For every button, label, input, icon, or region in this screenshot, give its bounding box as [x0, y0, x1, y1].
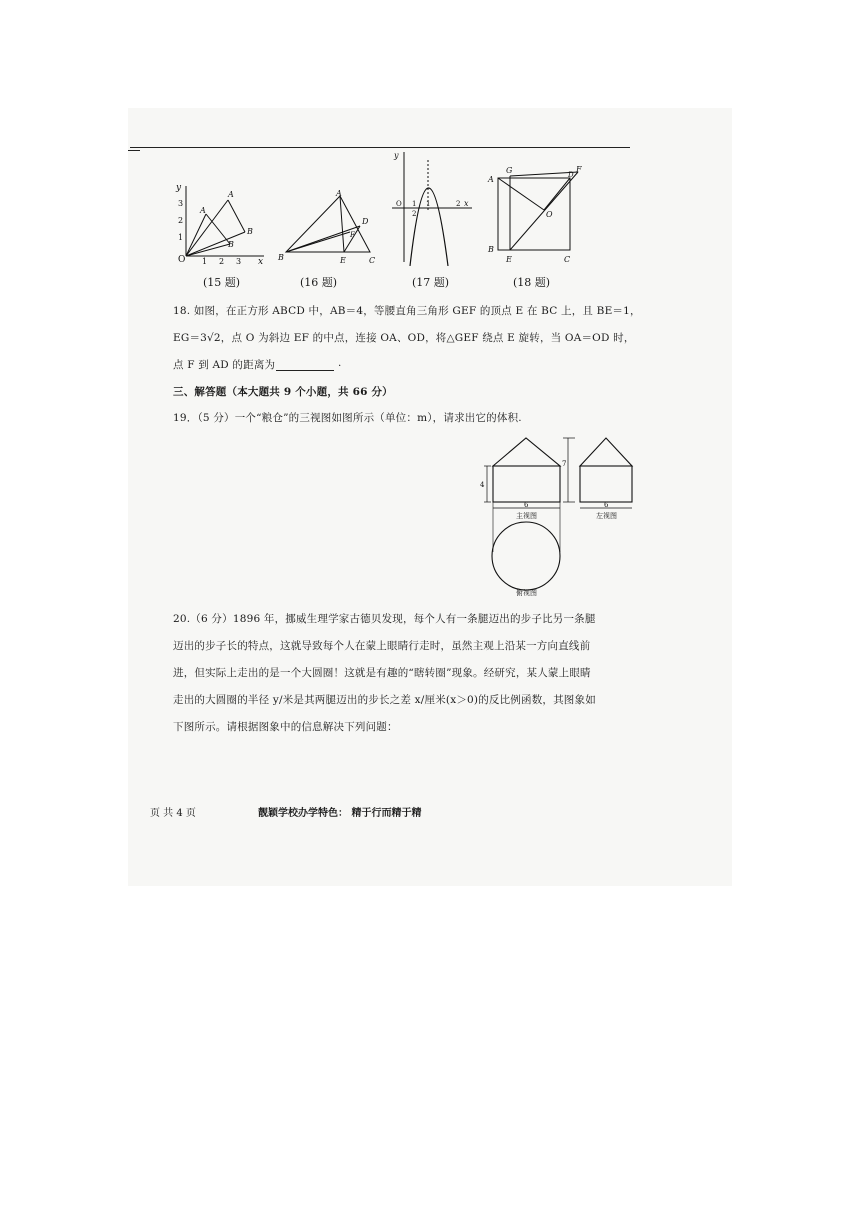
fig16-point: E [340, 256, 346, 265]
fig18-point: D [568, 171, 574, 179]
fig15-xtick: 3 [236, 257, 242, 266]
q18-line3-end: . [338, 357, 342, 369]
fig15-ytick: 1 [178, 233, 184, 242]
fig16-point: F [350, 231, 355, 239]
dim-total-height: 7 [562, 460, 567, 468]
caption-fig17: (17 题) [412, 276, 450, 289]
footer-page-count: 页 共 4 页 [150, 808, 196, 819]
fig18-point: B [488, 245, 494, 254]
figure-18 [484, 162, 584, 266]
fig17-tick: 2 [412, 210, 417, 218]
fig17-tick: 2 [456, 200, 461, 208]
front-view-label: 主视图 [516, 512, 537, 520]
caption-fig16: (16 题) [300, 276, 338, 289]
fig15-ytick: 3 [178, 199, 184, 208]
side-view-label: 左视图 [596, 512, 617, 520]
section-3-heading: 三、解答题（本大题共 9 个小题，共 66 分） [173, 386, 393, 398]
header-rule [130, 147, 630, 148]
dim-rect-height: 4 [480, 481, 485, 489]
fig15-xtick: 2 [219, 257, 225, 266]
fig18-point: F [576, 165, 582, 174]
fig15-y-axis: y [176, 183, 182, 193]
figure-15 [172, 180, 268, 266]
q19-text: 19．（5 分）一个“粮仓”的三视图如图所示（单位：m），请求出它的体积. [173, 412, 522, 424]
fig18-point: E [506, 255, 512, 264]
header-rule-left [128, 150, 140, 151]
fig18-point: C [564, 255, 571, 264]
fig16-point: C [369, 256, 376, 265]
fig16-point: D [362, 217, 369, 226]
fig15-xtick: 1 [202, 257, 208, 266]
dim-side-width: 6 [604, 501, 609, 509]
fig15-point: A [228, 190, 234, 199]
q20-line3: 进，但实际上走出的是一个大圆圈！这就是有趣的“瞎转圈”现象。经研究，某人蒙上眼睛 [173, 667, 591, 679]
q18-answer-blank [276, 370, 334, 371]
fig17-y-axis: y [394, 151, 399, 160]
fig18-point: A [488, 175, 494, 184]
figure-17 [388, 150, 474, 266]
figure-16 [276, 188, 380, 266]
q20-line2: 迈出的步子长的特点，这就导致每个人在蒙上眼睛行走时，虽然主观上沿某一方向直线前 [173, 640, 591, 652]
q20-line1: 20.（6 分）1896 年，挪威生理学家古德贝发现，每个人有一条腿迈出的步子比另一条腿 [173, 613, 596, 625]
fig17-x-axis: x [464, 199, 469, 208]
dim-front-width: 6 [524, 501, 529, 509]
fig15-ytick: 2 [178, 216, 184, 225]
fig16-point: A [336, 189, 342, 198]
fig18-point: O [546, 210, 553, 219]
fig17-tick: 1 [426, 200, 431, 208]
fig18-point: G [506, 166, 513, 175]
fig17-tick: 1 [412, 200, 417, 208]
footer-school-motto: 靓颖学校办学特色： 精于行而精于精 [258, 808, 422, 819]
q18-line1: 18. 如图，在正方形 ABCD 中，AB＝4，等腰直角三角形 GEF 的顶点 E 在 BC 上，且 BE＝1， [173, 305, 641, 317]
q20-line4: 走出的大圆圈的半径 y/米是其两腿迈出的步长之差 x/厘米(x＞0)的反比例函数，其图象如 [173, 694, 596, 706]
top-view-label: 俯视图 [516, 589, 537, 597]
q20-line5: 下图所示。请根据图象中的信息解决下列问题： [173, 721, 398, 733]
fig15-point: B [247, 227, 253, 236]
q18-line3: 点 F 到 AD 的距离为 [173, 359, 276, 371]
caption-fig18: (18 题) [513, 276, 551, 289]
caption-fig15: (15 题) [203, 276, 241, 289]
fig17-origin: O [396, 200, 402, 208]
fig15-point: B [228, 240, 234, 249]
fig15-x-axis: x [258, 257, 264, 266]
fig16-point: B [278, 253, 284, 262]
q18-line2: EG＝3√2，点 O 为斜边 EF 的中点，连接 OA、OD，将△GEF 绕点 E 旋转，当 OA＝OD 时， [173, 332, 635, 344]
three-views [480, 432, 640, 597]
fig15-origin: O [178, 255, 186, 265]
fig15-point: A [200, 206, 206, 215]
